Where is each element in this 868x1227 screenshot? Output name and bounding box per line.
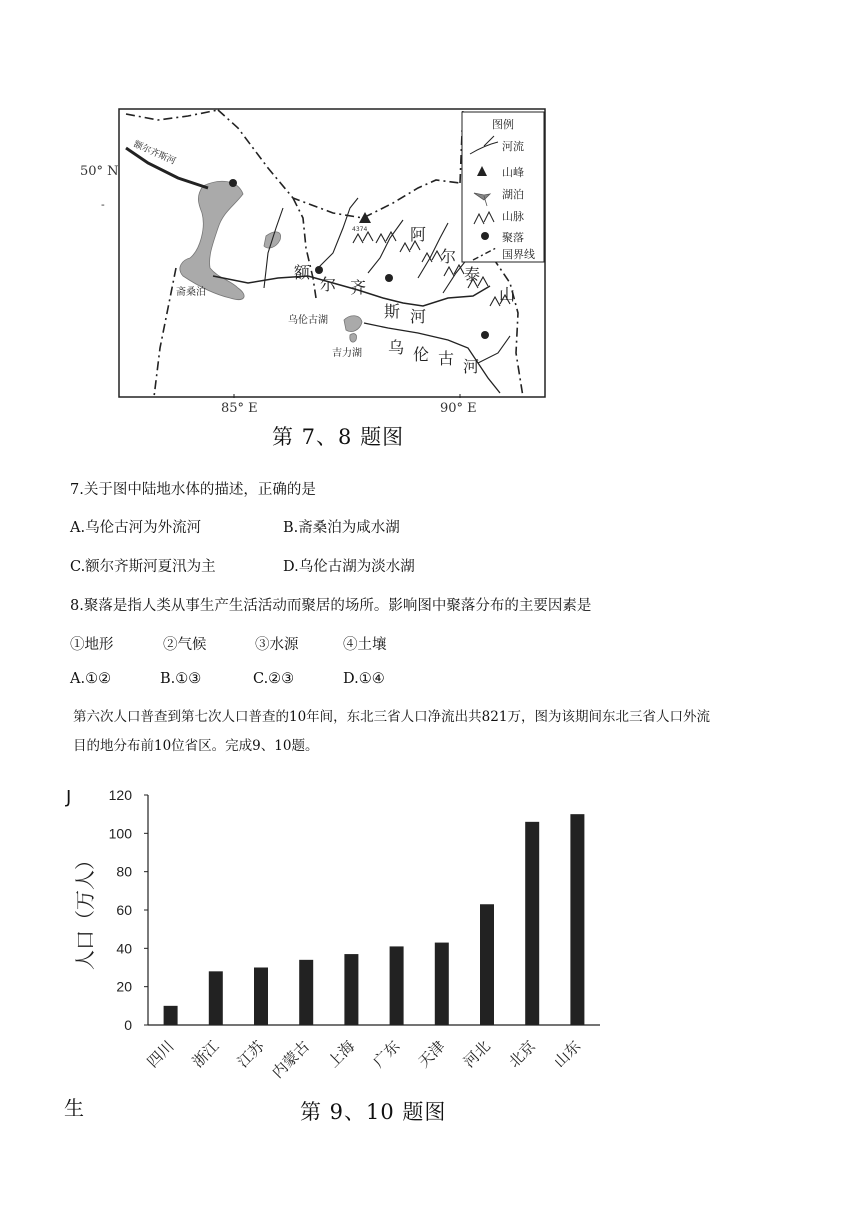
y-tick-label: 20: [116, 978, 132, 995]
erqisi-char: 额: [294, 263, 311, 282]
bar: [390, 946, 404, 1025]
margin-mark-top: J: [66, 787, 72, 808]
question-8-option-a: A.①②: [70, 671, 112, 687]
altai-char: 阿: [410, 225, 427, 244]
erqisi-char: 河: [410, 307, 427, 326]
passage: [73, 703, 833, 761]
y-tick-label: 100: [108, 825, 132, 842]
bar: [525, 822, 539, 1025]
margin-mark-bottom: 生: [64, 1096, 84, 1120]
y-tick-label: 120: [108, 787, 132, 803]
legend-label-peak: 山峰: [502, 166, 524, 179]
bar: [570, 814, 584, 1025]
x-tick-label: 上海: [324, 1037, 359, 1072]
question-8-factor-2: ②气候: [163, 637, 207, 653]
map-figure: [118, 108, 546, 398]
map-legend: [462, 112, 544, 262]
erqisi-char: 尔: [320, 275, 337, 294]
y-axis-label: 人口（万人）: [73, 850, 97, 970]
chart-caption: 第 9、10 题图: [300, 1100, 447, 1124]
question-8-option-b: B.①③: [160, 671, 202, 687]
peak-elevation: 4374: [352, 226, 368, 233]
legend-label-border: 国界线: [502, 248, 535, 261]
bar: [435, 943, 449, 1025]
settlement-dot: [385, 274, 393, 282]
legend-title: 图例: [492, 118, 514, 131]
bar: [299, 960, 313, 1025]
bar-chart: [70, 782, 610, 1112]
legend-label-river: 河流: [502, 140, 524, 153]
settlement-dot: [229, 179, 237, 187]
ulungur-lake-label: 乌伦古湖: [288, 315, 328, 326]
x-tick-label: 广东: [369, 1037, 404, 1072]
question-8-option-c: C.②③: [253, 671, 295, 687]
bar: [480, 904, 494, 1025]
y-tick-label: 80: [116, 863, 132, 880]
erqisi-char: 齐: [350, 278, 367, 297]
y-tick-label: 0: [124, 1017, 132, 1033]
legend-label-lake: 湖泊: [502, 188, 524, 201]
x-tick-label: 北京: [505, 1037, 540, 1072]
settlement-dot: [481, 331, 489, 339]
question-8-option-d: D.①④: [343, 671, 385, 687]
wulungu-char: 伦: [413, 345, 430, 364]
x-tick-label: 河北: [459, 1037, 494, 1072]
question-8-factor-4: ④土壤: [343, 637, 387, 653]
settlement-dot: [315, 266, 323, 274]
question-7-option-d: D.乌伦古湖为淡水湖: [283, 559, 415, 575]
wulungu-char: 古: [438, 349, 455, 368]
question-7-option-b: B.斋桑泊为咸水湖: [283, 520, 400, 536]
jili-lake: [350, 334, 357, 342]
chart-svg: [70, 782, 610, 1112]
zaysan-lake-label: 斋桑泊: [176, 287, 206, 298]
y-tick-label: 60: [116, 902, 132, 918]
latitude-tick: -: [101, 198, 105, 211]
x-tick-label: 江苏: [233, 1037, 268, 1072]
x-tick-label: 天津: [414, 1037, 449, 1072]
bar: [254, 968, 268, 1026]
question-7-option-c: C.额尔齐斯河夏汛为主: [70, 559, 216, 575]
longitude-label-85: 85° E: [221, 401, 258, 416]
wulungu-char: 乌: [388, 338, 405, 357]
latitude-label: 50° N: [80, 164, 119, 179]
x-tick-label: 内蒙古: [268, 1037, 314, 1082]
wulungu-char: 河: [463, 357, 480, 376]
x-tick-label: 山东: [550, 1037, 585, 1072]
y-tick-label: 40: [116, 940, 132, 957]
altai-char: 山: [499, 285, 516, 304]
legend-label-settlement: 聚落: [502, 231, 524, 244]
legend-label-mountain: 山脉: [502, 210, 524, 223]
map-svg: [118, 108, 546, 398]
jili-lake-label: 吉力湖: [332, 348, 362, 359]
bar: [164, 1006, 178, 1025]
erqisi-char: 斯: [384, 302, 401, 321]
altai-char: 尔: [440, 247, 457, 266]
irtysh-river-label: 额尔齐斯河: [131, 139, 177, 168]
bar: [209, 971, 223, 1025]
longitude-label-90: 90° E: [440, 401, 477, 416]
bar: [344, 954, 358, 1025]
passage-line-1: 第六次人口普查到第七次人口普查的10年间，东北三省人口净流出共821万，图为该期间东北三省人口外流: [73, 709, 710, 725]
settlement-icon: [481, 232, 489, 240]
x-tick-label: 浙江: [188, 1037, 223, 1072]
altai-char: 泰: [464, 265, 481, 284]
x-tick-label: 四川: [143, 1037, 178, 1072]
map-caption: 第 7、8 题图: [272, 425, 405, 449]
question-7-option-a: A.乌伦古河为外流河: [70, 520, 202, 536]
question-8-factor-1: ①地形: [70, 637, 114, 653]
passage-line-2: 目的地分布前10位省区。完成9、10题。: [73, 738, 319, 754]
question-8-stem: 8.聚落是指人类从事生产生活活动而聚居的场所。影响图中聚落分布的主要因素是: [70, 598, 592, 614]
question-7-stem: 7.关于图中陆地水体的描述，正确的是: [70, 482, 316, 498]
question-8-factor-3: ③水源: [255, 637, 299, 653]
